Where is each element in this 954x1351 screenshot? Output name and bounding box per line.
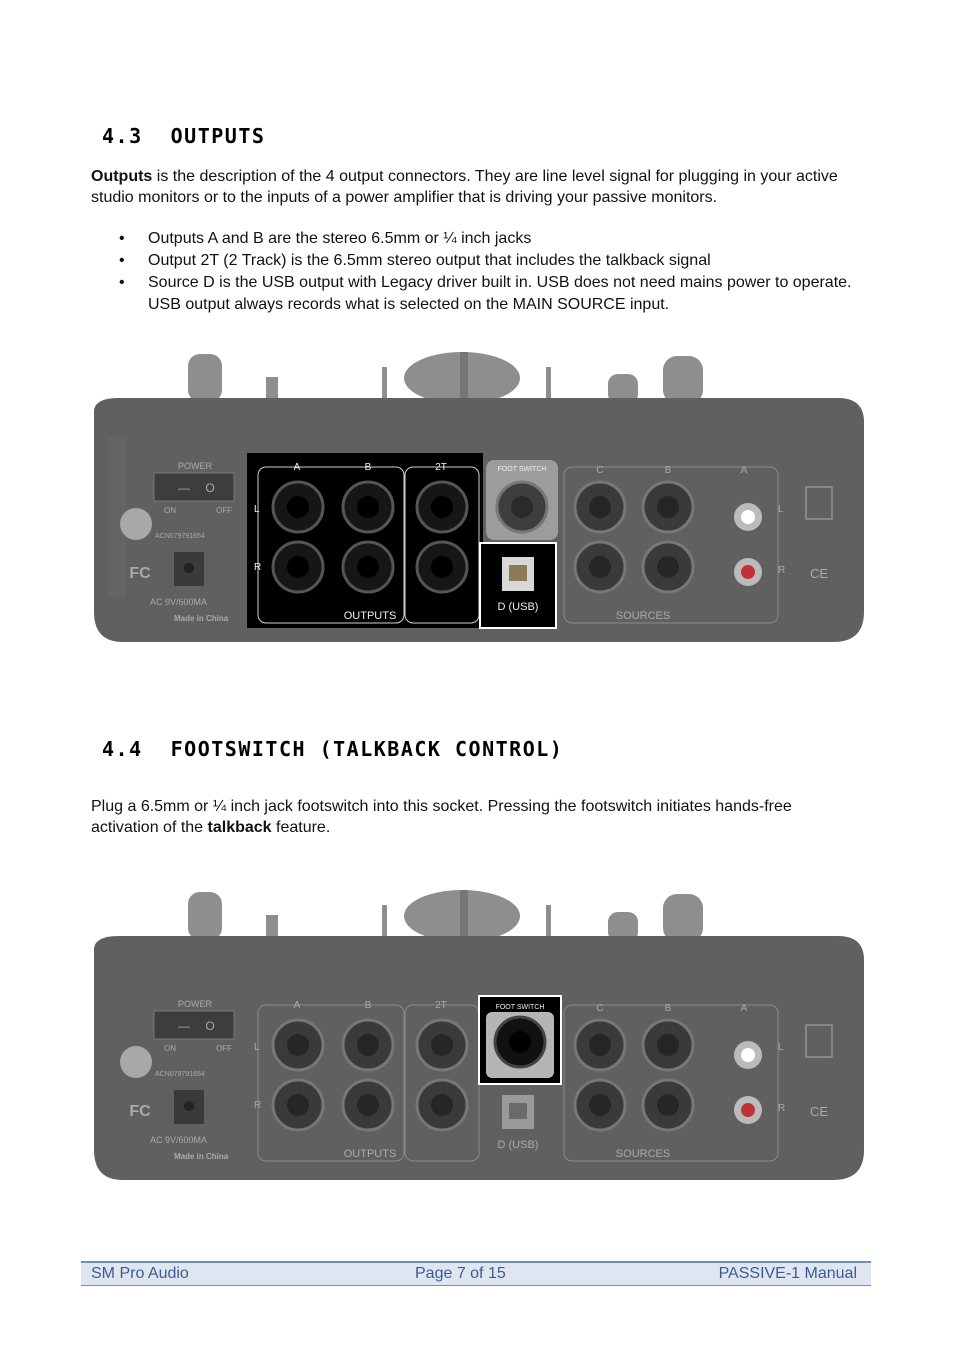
col-b-source-label: B <box>664 1003 672 1014</box>
section-number: 4.3 <box>102 124 143 148</box>
certification-logo <box>120 1046 152 1078</box>
footswitch-label: FOOT SWITCH <box>497 466 547 473</box>
col-2t-label: 2T <box>435 462 447 473</box>
device-rear-panel-outputs-figure <box>88 352 868 647</box>
usb-label: D (USB) <box>497 601 539 613</box>
source-left-label: L <box>778 504 784 515</box>
section-heading-footswitch <box>102 737 563 761</box>
outputs-bold-term: Outputs <box>91 168 153 185</box>
col-a-label: A <box>293 462 301 473</box>
power-label: POWER <box>177 999 213 1009</box>
bullet-item: • Source D is the USB output with Legacy driver built in. USB does not need mains power to operate. USB output always records what is selected on the MAIN SOURCE input. <box>91 272 871 316</box>
outputs-intro-paragraph <box>91 166 871 208</box>
left-label: L <box>254 1042 260 1053</box>
made-in-label: Made in China <box>174 614 229 623</box>
footswitch-label: FOOT SWITCH <box>495 1004 545 1011</box>
made-in-label: Made in China <box>174 1152 229 1161</box>
outputs-highlight <box>247 453 483 628</box>
left-label: L <box>254 504 260 515</box>
talkback-bold: talkback <box>207 819 272 836</box>
svg-text:O: O <box>205 1019 215 1033</box>
ce-mark: CE <box>809 1104 829 1119</box>
ac-rating: AC 9V/600MA <box>150 597 208 607</box>
section-title: OUTPUTS <box>170 124 266 148</box>
footer-page-number: Page 7 of 15 <box>415 1265 506 1282</box>
certification-logo <box>120 508 152 540</box>
footer-manual-title: PASSIVE-1 Manual <box>718 1265 857 1282</box>
ac-rating: AC 9V/600MA <box>150 1135 208 1145</box>
ce-mark: CE <box>809 566 829 581</box>
source-right-label: R <box>778 565 786 576</box>
col-b-label: B <box>364 1000 372 1011</box>
section-title: FOOTSWITCH (TALKBACK CONTROL) <box>170 737 564 761</box>
col-c-label: C <box>596 1003 604 1014</box>
svg-text:—: — <box>178 481 190 495</box>
source-right-label: R <box>778 1103 786 1114</box>
power-switch <box>154 1011 234 1039</box>
svg-text:—: — <box>178 1019 190 1033</box>
off-label: OFF <box>216 1044 232 1053</box>
right-label: R <box>254 562 262 573</box>
footswitch-text-end: feature. <box>271 819 331 836</box>
sources-label: SOURCES <box>615 1148 671 1160</box>
col-a-source-label: A <box>740 1003 748 1014</box>
col-c-label: C <box>596 465 604 476</box>
fc-mark: FC <box>129 1103 151 1120</box>
bullet-item: • Outputs A and B are the stereo 6.5mm or ¼ inch jacks <box>91 228 871 250</box>
acn-number: ACN079791654 <box>155 533 205 540</box>
outputs-label: OUTPUTS <box>343 610 397 622</box>
outputs-label: OUTPUTS <box>343 1148 397 1160</box>
col-a-label: A <box>293 1000 301 1011</box>
usb-label: D (USB) <box>497 1139 539 1151</box>
source-left-label: L <box>778 1042 784 1053</box>
col-b-source-label: B <box>664 465 672 476</box>
acn-number: ACN079791654 <box>155 1071 205 1078</box>
footswitch-text: Plug a 6.5mm or ¼ inch jack footswitch into this socket. Pressing the footswitch initiates hands-free activation of the <box>91 798 792 836</box>
right-label: R <box>254 1100 262 1111</box>
outputs-intro-text: is the description of the 4 output connectors. They are line level signal for plugging in your active studio monitors or to the inputs of a power amplifier that is driving your passive monitors. <box>91 168 838 206</box>
footer-company: SM Pro Audio <box>91 1265 189 1282</box>
section-heading-outputs <box>102 124 265 148</box>
off-label: OFF <box>216 506 232 515</box>
on-label: ON <box>164 506 176 515</box>
footswitch-paragraph <box>91 796 851 838</box>
bullet-item: • Output 2T (2 Track) is the 6.5mm stereo output that includes the talkback signal <box>91 250 871 272</box>
outputs-bullet-list <box>91 228 871 316</box>
fc-mark: FC <box>129 565 151 582</box>
col-b-label: B <box>364 462 372 473</box>
power-label: POWER <box>177 461 213 471</box>
svg-text:O: O <box>205 481 215 495</box>
section-number: 4.4 <box>102 737 143 761</box>
sources-label: SOURCES <box>615 610 671 622</box>
col-a-source-label: A <box>740 465 748 476</box>
power-switch <box>154 473 234 501</box>
on-label: ON <box>164 1044 176 1053</box>
col-2t-label: 2T <box>435 1000 447 1011</box>
page-footer <box>81 1261 871 1286</box>
device-rear-panel-footswitch-figure <box>88 890 868 1185</box>
